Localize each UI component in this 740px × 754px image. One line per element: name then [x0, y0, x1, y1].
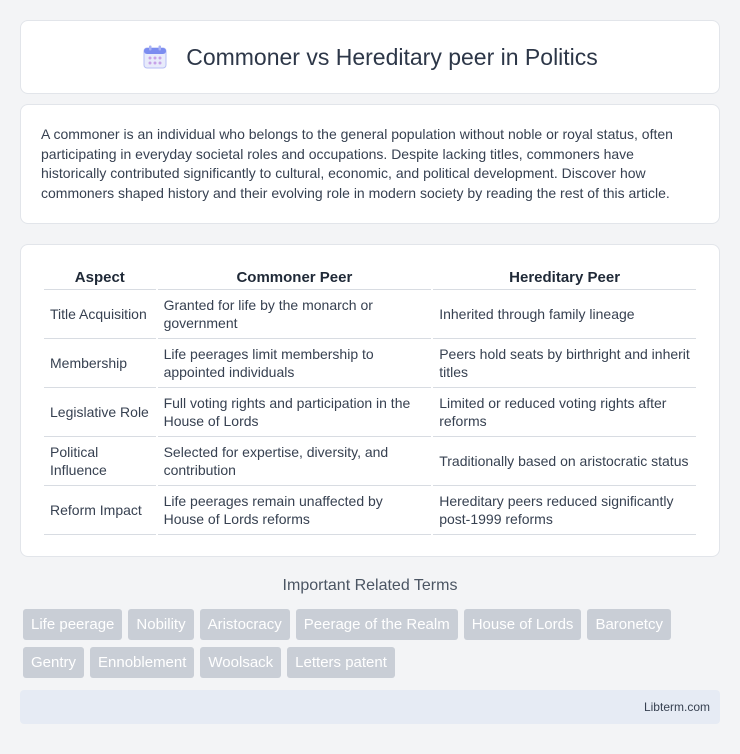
row-aspect: Title Acquisition — [44, 290, 156, 339]
row-commoner-value: Full voting rights and participation in the House of Lords — [158, 388, 432, 437]
table-row — [44, 290, 696, 339]
tag-peerage-of-the-realm[interactable]: Peerage of the Realm — [296, 609, 458, 640]
intro-card — [20, 104, 720, 224]
row-commoner-value: Life peerages limit membership to appointed individuals — [158, 339, 432, 388]
row-hereditary-value: Limited or reduced voting rights after reforms — [433, 388, 696, 437]
row-aspect: Reform Impact — [44, 486, 156, 535]
related-terms-list — [23, 609, 723, 678]
row-hereditary-value: Peers hold seats by birthright and inherit titles — [433, 339, 696, 388]
row-commoner-value: Selected for expertise, diversity, and contribution — [158, 437, 432, 486]
table-row — [44, 486, 696, 535]
page-title: Commoner vs Hereditary peer in Politics — [186, 43, 598, 70]
tag-nobility[interactable]: Nobility — [128, 609, 193, 640]
tag-house-of-lords[interactable]: House of Lords — [464, 609, 582, 640]
header-commoner-peer: Commoner Peer — [158, 265, 432, 290]
row-aspect: Membership — [44, 339, 156, 388]
row-hereditary-value: Hereditary peers reduced significantly post-1999 reforms — [433, 486, 696, 535]
row-hereditary-value: Inherited through family lineage — [433, 290, 696, 339]
title-card — [20, 20, 720, 94]
table-row — [44, 437, 696, 486]
table-row — [44, 388, 696, 437]
row-commoner-value: Life peerages remain unaffected by House of Lords reforms — [158, 486, 432, 535]
table-header-row — [44, 265, 696, 290]
footer-site-link[interactable]: Libterm.com — [643, 700, 710, 714]
related-terms-title: Important Related Terms — [282, 577, 458, 594]
row-aspect: Political Influence — [44, 437, 156, 486]
intro-text: A commoner is an individual who belongs to the general population without noble or royal status, often participating in everyday societal roles and occupations. Despite lacking titles, commoners have historically contributed significantly to cultural, economic, and political development. Discover how commoners shaped history and their evolving role in modern society by reading the rest of this article. — [41, 126, 673, 201]
tag-baronetcy[interactable]: Baronetcy — [587, 609, 671, 640]
comparison-table — [42, 265, 698, 535]
calendar-icon — [142, 44, 168, 70]
row-commoner-value: Granted for life by the monarch or government — [158, 290, 432, 339]
comparison-card — [20, 244, 720, 557]
header-hereditary-peer: Hereditary Peer — [433, 265, 696, 290]
tag-ennoblement[interactable]: Ennoblement — [90, 647, 194, 678]
table-row — [44, 339, 696, 388]
row-hereditary-value: Traditionally based on aristocratic status — [433, 437, 696, 486]
tag-aristocracy[interactable]: Aristocracy — [200, 609, 290, 640]
footer — [20, 690, 720, 724]
header-aspect: Aspect — [44, 265, 156, 290]
tag-woolsack[interactable]: Woolsack — [200, 647, 281, 678]
tag-gentry[interactable]: Gentry — [23, 647, 84, 678]
tag-letters-patent[interactable]: Letters patent — [287, 647, 395, 678]
row-aspect: Legislative Role — [44, 388, 156, 437]
tag-life-peerage[interactable]: Life peerage — [23, 609, 122, 640]
